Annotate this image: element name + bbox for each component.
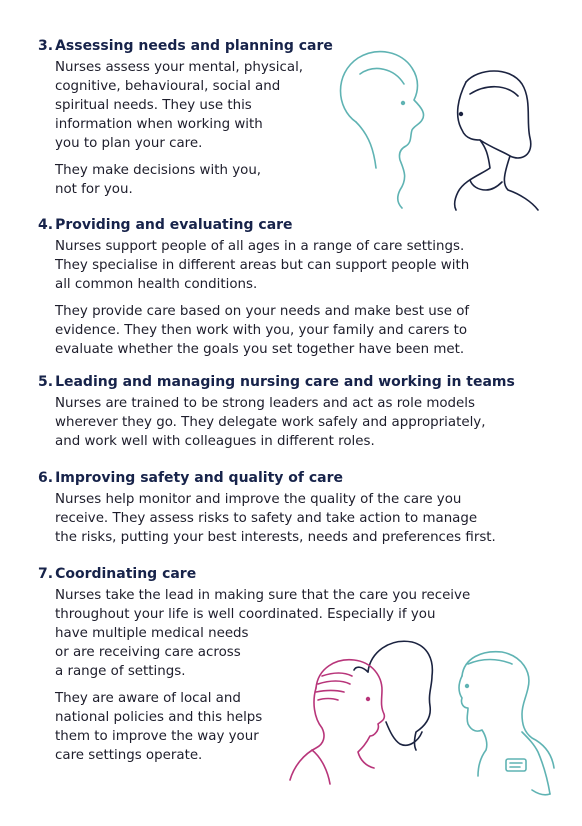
text-line: They specialise in different areas but can support people with bbox=[55, 258, 470, 273]
text-line: you to plan your care. bbox=[55, 136, 203, 151]
text-line: Nurses are trained to be strong leaders and act as role models bbox=[55, 396, 475, 411]
text-line: not for you. bbox=[55, 182, 133, 197]
teal-person-eye bbox=[401, 101, 405, 105]
text-line: spiritual needs. They use this bbox=[55, 98, 252, 113]
section-number: 3. bbox=[38, 38, 54, 54]
text-line: wherever they go. They delegate work safely and appropriately, bbox=[55, 415, 486, 430]
id-badge-icon bbox=[506, 759, 526, 771]
paragraph bbox=[55, 302, 469, 359]
teal-person-outline bbox=[341, 52, 424, 208]
section-title: Coordinating care bbox=[55, 566, 197, 582]
text-line: or are receiving care across bbox=[55, 645, 241, 660]
text-line: national policies and this helps bbox=[55, 710, 263, 725]
text-line: Nurses assess your mental, physical, bbox=[55, 60, 304, 75]
three-people-illustration bbox=[282, 632, 558, 800]
paragraph bbox=[55, 490, 496, 547]
text-line: evaluate whether the goals you set together have been met. bbox=[55, 342, 465, 357]
text-line: have multiple medical needs bbox=[55, 626, 249, 641]
teal-nurse-eye bbox=[465, 684, 469, 688]
teal-nurse-outline bbox=[462, 652, 554, 768]
text-line: They are aware of local and bbox=[55, 691, 241, 706]
text-line: a range of settings. bbox=[55, 664, 186, 679]
section-title: Assessing needs and planning care bbox=[55, 38, 333, 54]
text-line: They make decisions with you, bbox=[55, 163, 262, 178]
text-line: They provide care based on your needs and make best use of bbox=[55, 304, 470, 319]
section-heading bbox=[38, 566, 470, 582]
section-6 bbox=[38, 470, 496, 547]
section-4 bbox=[38, 217, 469, 359]
text-line: evidence. They then work with you, your family and carers to bbox=[55, 323, 468, 338]
paragraph bbox=[55, 161, 338, 199]
paragraph bbox=[55, 237, 469, 294]
section-number: 4. bbox=[38, 217, 54, 233]
section-5 bbox=[38, 374, 515, 451]
navy-person-outline bbox=[368, 641, 432, 750]
text-line: Nurses support people of all ages in a range of care settings. bbox=[55, 239, 465, 254]
section-heading bbox=[38, 374, 515, 390]
paragraph bbox=[55, 394, 515, 451]
text-line: all common health conditions. bbox=[55, 277, 258, 292]
text-line: Nurses take the lead in making sure that the care you receive bbox=[55, 588, 471, 603]
paragraph bbox=[55, 58, 338, 153]
text-line: information when working with bbox=[55, 117, 263, 132]
section-heading bbox=[38, 470, 496, 486]
section-title: Improving safety and quality of care bbox=[55, 470, 344, 486]
text-line: throughout your life is well coordinated. Especially if you bbox=[55, 607, 436, 622]
section-number: 6. bbox=[38, 470, 54, 486]
navy-person-eye bbox=[459, 112, 463, 116]
two-people-illustration bbox=[330, 44, 550, 212]
section-number: 7. bbox=[38, 566, 54, 582]
section-number: 5. bbox=[38, 374, 54, 390]
text-line: cognitive, behavioural, social and bbox=[55, 79, 281, 94]
section-title: Providing and evaluating care bbox=[55, 217, 293, 233]
magenta-person-eye bbox=[366, 697, 370, 701]
text-line: them to improve the way your bbox=[55, 729, 259, 744]
text-line: receive. They assess risks to safety and take action to manage bbox=[55, 511, 478, 526]
text-line: the risks, putting your best interests, needs and preferences first. bbox=[55, 530, 496, 545]
text-line: care settings operate. bbox=[55, 748, 203, 763]
section-heading bbox=[38, 38, 338, 54]
section-heading bbox=[38, 217, 469, 233]
text-line: Nurses help monitor and improve the quality of the care you bbox=[55, 492, 462, 507]
text-line: and work well with colleagues in different roles. bbox=[55, 434, 375, 449]
section-3 bbox=[38, 38, 338, 199]
section-title: Leading and managing nursing care and working in teams bbox=[55, 374, 515, 390]
